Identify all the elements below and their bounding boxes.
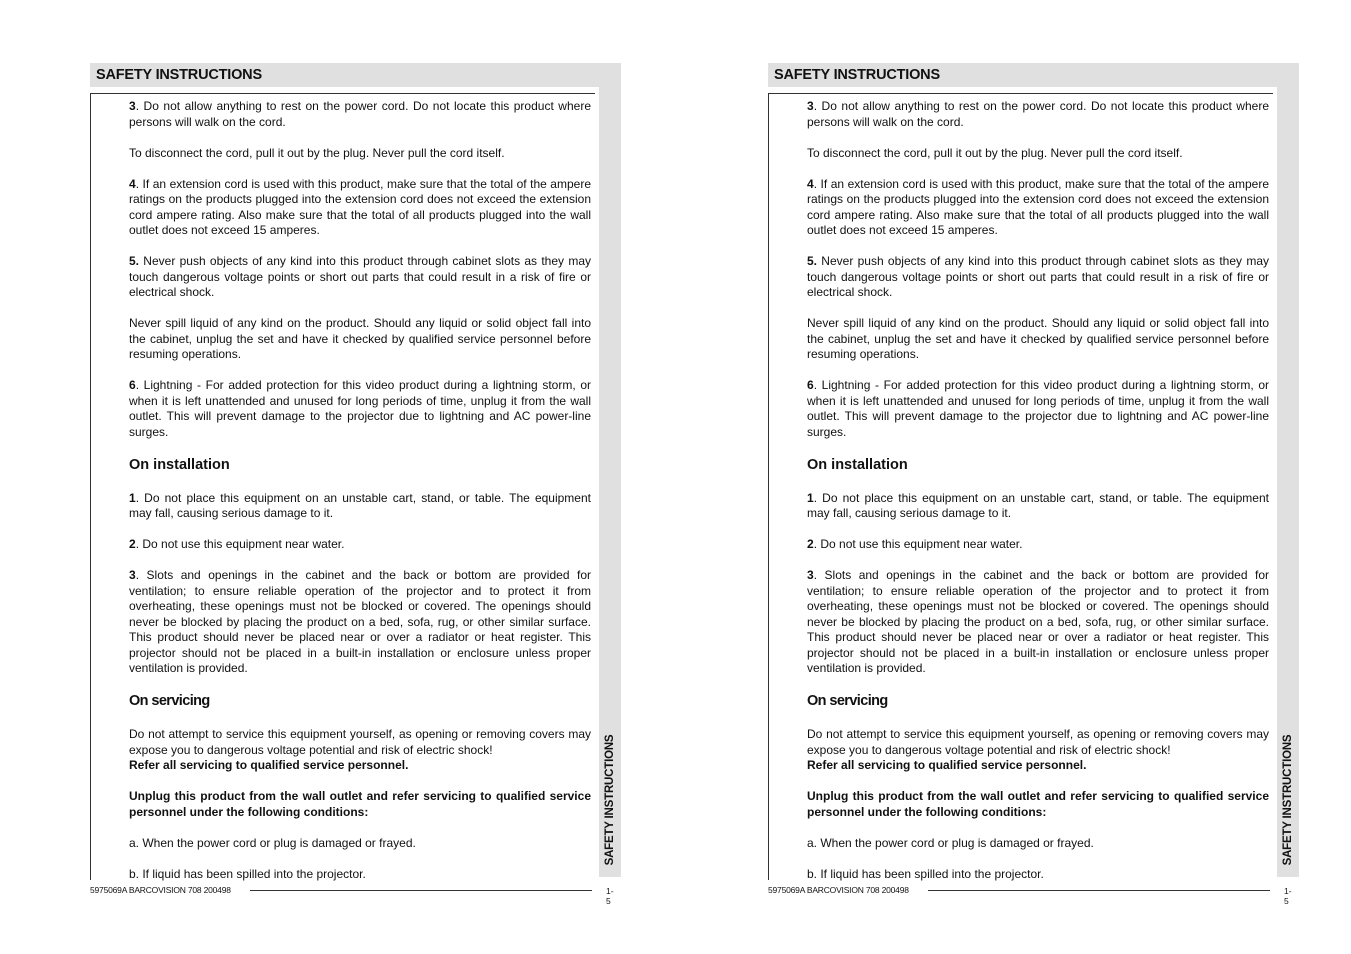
footer-rule [928, 890, 1270, 891]
paragraph-disconnect: To disconnect the cord, pull it out by the plug. Never pull the cord itself. [807, 145, 1183, 160]
paragraph-lightning [129, 378, 591, 440]
paragraph-objects [129, 254, 591, 301]
paragraph-text: . Do not place this equipment on an unstable cart, stand, or table. The equipment may fall, causing serious damage to it. [129, 490, 591, 520]
paragraph-emphasis: Refer all servicing to qualified service personnel. [807, 758, 1087, 772]
item-number: 4 [129, 176, 136, 191]
footer-page-number: 1-5 [606, 886, 614, 906]
item-number: 1 [807, 490, 814, 505]
paragraph-unplug: Unplug this product from the wall outlet and refer servicing to qualified service personnel under the following conditions: [807, 789, 1269, 819]
paragraph-text: Never push objects of any kind into this product through cabinet slots as they may touch dangerous voltage points or short out parts that could result in a risk of fire or electrical shock. [807, 254, 1269, 299]
body-text [807, 99, 1269, 898]
frame-left-rule [768, 93, 769, 880]
page-left [0, 0, 616, 954]
body-text [129, 99, 591, 898]
paragraph-lightning [807, 378, 1269, 440]
section-header [768, 63, 1299, 87]
paragraph-install-2 [807, 537, 1269, 553]
paragraph-unplug: Unplug this product from the wall outlet and refer servicing to qualified service personnel under the following conditions: [129, 789, 591, 819]
footer-page-number: 1-5 [1284, 886, 1292, 906]
item-number: 2 [807, 537, 814, 551]
paragraph-text: . Slots and openings in the cabinet and the back or bottom are provided for ventilation; to ensure reliable operation of the projector and to protect it from overheating, these openings must not be blocked or covered. The openings should never be blocked by placing the product on a bed, sofa, rug, or other similar surface. This product should never be placed near or over a radiator or heat register. This projector should not be placed in a built-in installation or enclosure unless proper ventilation is provided. [129, 568, 591, 675]
paragraph-install-2 [129, 537, 591, 553]
paragraph-text: . Do not allow anything to rest on the power cord. Do not locate this product where persons will walk on the cord. [807, 99, 1269, 129]
paragraph-install-3 [807, 568, 1269, 677]
paragraph-power-cord [129, 99, 591, 130]
paragraph-text: . Do not use this equipment near water. [813, 537, 1023, 551]
paragraph-liquid: Never spill liquid of any kind on the product. Should any liquid or solid object fall into the cabinet, unplug the set and have it checked by qualified service personnel before resuming operations. [129, 316, 591, 361]
heading-servicing: On servicing [807, 693, 888, 709]
side-tab-label-box [1277, 727, 1299, 873]
paragraph-condition-b: b. If liquid has been spilled into the projector. [807, 866, 1044, 881]
side-tab-label: SAFETY INSTRUCTIONS [1282, 734, 1294, 866]
heading-installation: On installation [129, 456, 230, 473]
footer-doc-code: 5975069A BARCOVISION 708 200498 [90, 885, 231, 895]
paragraph-service [129, 727, 591, 774]
paragraph-text: Do not attempt to service this equipment yourself, as opening or removing covers may expose you to dangerous voltage potential and risk of electric shock! [129, 727, 591, 757]
item-number: 5. [129, 254, 140, 268]
side-tab-label-box [599, 727, 621, 873]
heading-servicing: On servicing [129, 693, 210, 709]
paragraph-condition-b: b. If liquid has been spilled into the projector. [129, 866, 366, 881]
paragraph-install-1 [129, 491, 591, 522]
frame-left-rule [90, 93, 91, 880]
item-number: 3 [129, 568, 136, 582]
paragraph-text: Never push objects of any kind into this product through cabinet slots as they may touch dangerous voltage points or short out parts that could result in a risk of fire or electrical shock. [129, 254, 591, 299]
paragraph-extension-cord [129, 177, 591, 239]
paragraph-text: . Lightning - For added protection for this video product during a lightning storm, or when it is left unattended and unused for long periods of time, unplug it from the wall outlet. This will prevent damage to the projector due to lightning and AC power-line surges. [129, 378, 591, 439]
item-number: 4 [807, 176, 814, 191]
page-right [678, 0, 1294, 954]
side-tab-label: SAFETY INSTRUCTIONS [604, 734, 616, 866]
paragraph-text: . Lightning - For added protection for this video product during a lightning storm, or when it is left unattended and unused for long periods of time, unplug it from the wall outlet. This will prevent damage to the projector due to lightning and AC power-line surges. [807, 378, 1269, 439]
paragraph-text: . If an extension cord is used with this product, make sure that the total of the ampere ratings on the products plugged into the extension cord does not exceed the extension cord ampere rating. Also make sure that the total of all products plugged into the wall outlet does not exceed 15 amperes. [129, 176, 591, 237]
heading-installation: On installation [807, 456, 908, 473]
paragraph-text: . Do not use this equipment near water. [135, 537, 345, 551]
paragraph-condition-a: a. When the power cord or plug is damaged or frayed. [129, 835, 416, 850]
section-title: SAFETY INSTRUCTIONS [96, 67, 262, 83]
item-number: 6 [807, 378, 814, 392]
paragraph-text: . Do not allow anything to rest on the power cord. Do not locate this product where persons will walk on the cord. [129, 99, 591, 129]
paragraph-service [807, 727, 1269, 774]
paragraph-text: . Do not place this equipment on an unstable cart, stand, or table. The equipment may fall, causing serious damage to it. [807, 490, 1269, 520]
item-number: 2 [129, 537, 136, 551]
paragraph-text: . If an extension cord is used with this product, make sure that the total of the ampere ratings on the products plugged into the extension cord does not exceed the extension cord ampere rating. Also make sure that the total of all products plugged into the wall outlet does not exceed 15 amperes. [807, 176, 1269, 237]
item-number: 1 [129, 490, 136, 505]
paragraph-liquid: Never spill liquid of any kind on the product. Should any liquid or solid object fall into the cabinet, unplug the set and have it checked by qualified service personnel before resuming operations. [807, 316, 1269, 361]
paragraph-text: . Slots and openings in the cabinet and the back or bottom are provided for ventilation; to ensure reliable operation of the projector and to protect it from overheating, these openings must not be blocked or covered. The openings should never be blocked by placing the product on a bed, sofa, rug, or other similar surface. This product should never be placed near or over a radiator or heat register. This projector should not be placed in a built-in installation or enclosure unless proper ventilation is provided. [807, 568, 1269, 675]
section-header [90, 63, 621, 87]
item-number: 3 [807, 99, 814, 113]
paragraph-objects [807, 254, 1269, 301]
item-number: 5. [807, 254, 818, 268]
item-number: 6 [129, 378, 136, 392]
footer-rule [250, 890, 592, 891]
footer-doc-code: 5975069A BARCOVISION 708 200498 [768, 885, 909, 895]
item-number: 3 [807, 568, 814, 582]
paragraph-install-1 [807, 491, 1269, 522]
paragraph-install-3 [129, 568, 591, 677]
frame-top-rule [768, 93, 1273, 94]
paragraph-condition-a: a. When the power cord or plug is damaged or frayed. [807, 835, 1094, 850]
paragraph-extension-cord [807, 177, 1269, 239]
paragraph-power-cord [807, 99, 1269, 130]
frame-top-rule [90, 93, 595, 94]
section-title: SAFETY INSTRUCTIONS [774, 67, 940, 83]
item-number: 3 [129, 99, 136, 113]
paragraph-text: Do not attempt to service this equipment yourself, as opening or removing covers may expose you to dangerous voltage potential and risk of electric shock! [807, 727, 1269, 757]
paragraph-disconnect: To disconnect the cord, pull it out by the plug. Never pull the cord itself. [129, 145, 505, 160]
paragraph-emphasis: Refer all servicing to qualified service personnel. [129, 758, 409, 772]
